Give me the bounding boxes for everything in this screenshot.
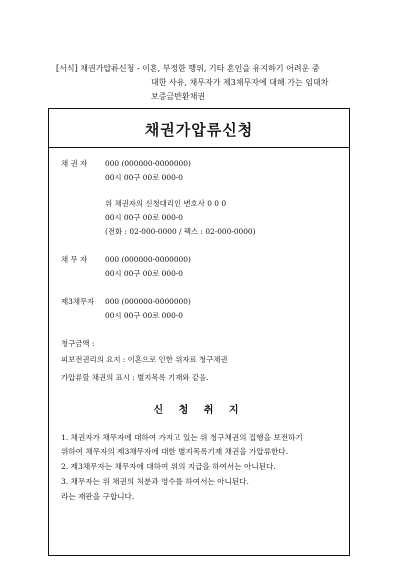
purpose-title: 신 청 취 지 bbox=[153, 405, 245, 416]
debtor-address: 00시 00구 00로 000-0 bbox=[105, 269, 183, 278]
purpose-line-4: 3. 채무자는 위 채권의 처분과 영수를 하여서는 아니된다. bbox=[61, 477, 249, 486]
purpose-line-3: 2. 제3채무자는 채무자에 대하여 위의 지급을 하여서는 아니된다. bbox=[61, 462, 276, 471]
seized-claim: 가압류할 채권의 표시 : 별지목록 기재와 같음. bbox=[61, 373, 209, 382]
title-divider bbox=[49, 147, 349, 148]
agent-address: 00시 00구 00로 000-0 bbox=[105, 213, 183, 222]
preserved-claim: 피보전권리의 요지 : 이혼으로 인한 위자료 청구채권 bbox=[61, 355, 228, 364]
creditor-label: 채 권 자 bbox=[61, 159, 88, 168]
purpose-line-2: 위하여 채무자의 제3채무자에 대한 별지목록기재 채권을 가압류한다. bbox=[61, 447, 289, 456]
debtor-name: 000 (000000-0000000) bbox=[105, 255, 191, 264]
application-form bbox=[48, 108, 350, 556]
debtor-label: 채 무 자 bbox=[61, 255, 88, 264]
creditor-address: 00시 00구 00로 000-0 bbox=[105, 173, 183, 182]
agent-line: 위 채권자의 신청대리인 변호사 0 0 0 bbox=[105, 199, 227, 208]
third-debtor-label: 제3채무자 bbox=[61, 297, 95, 306]
caption-line-1: [서식] 채권가압류신청 - 이혼, 부정한 행위, 기타 혼인을 유지하기 어려운 중 bbox=[56, 64, 320, 73]
caption-line-3: 보증금반환채권 bbox=[151, 92, 206, 101]
caption-line-2: 대한 사유, 채무자가 제3채무자에 대해 가는 임대차 bbox=[151, 78, 329, 87]
agent-contact: (전화 : 02-000-0000 / 팩스 : 02-000-0000) bbox=[105, 227, 256, 236]
purpose-line-5: 라는 재판을 구합니다. bbox=[61, 492, 135, 501]
claim-amount: 청구금액 : bbox=[61, 339, 95, 348]
third-debtor-name: 000 (000000-0000000) bbox=[105, 297, 191, 306]
creditor-name: 000 (000000-0000000) bbox=[105, 159, 191, 168]
third-debtor-address: 00시 00구 00로 000-0 bbox=[105, 311, 183, 320]
form-caption bbox=[56, 62, 356, 104]
purpose-line-1: 1. 채권자가 채무자에 대하여 가지고 있는 위 청구채권의 집행을 보전하기 bbox=[61, 433, 303, 442]
form-title: 채권가압류신청 bbox=[144, 121, 254, 139]
